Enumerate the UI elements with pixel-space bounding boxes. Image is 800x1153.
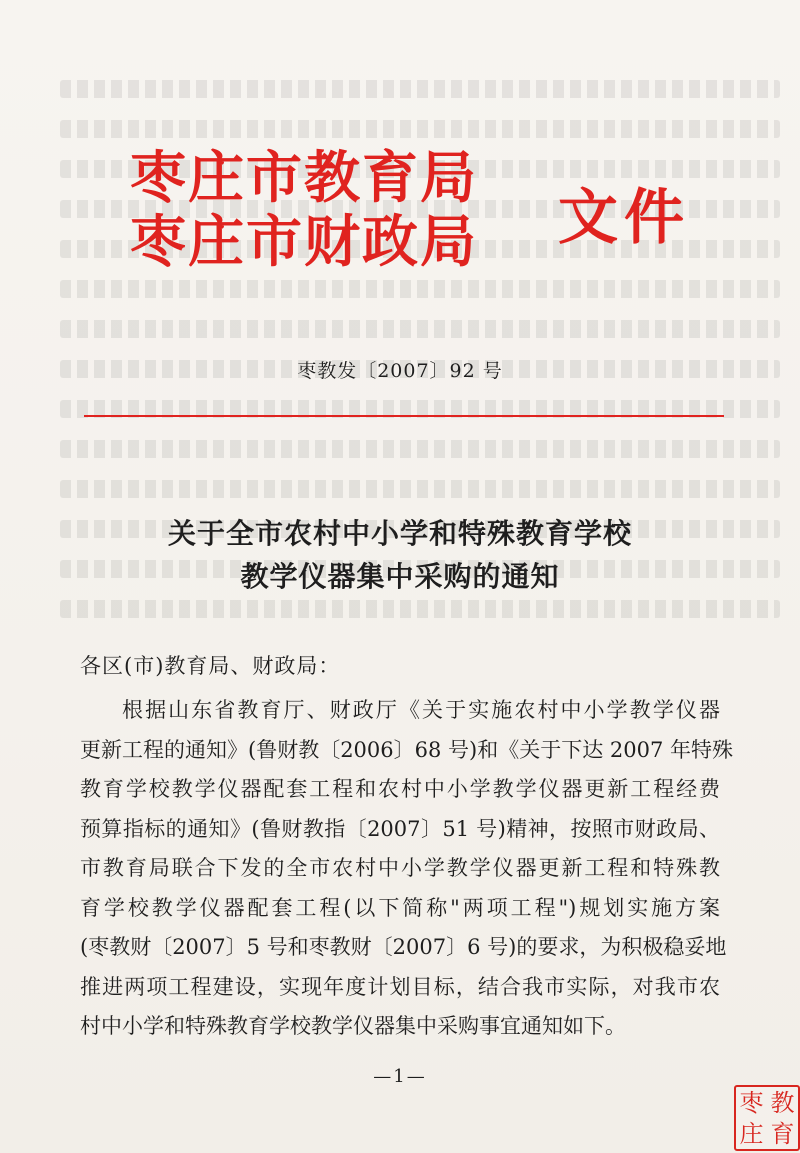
page-number: —1—: [373, 1066, 427, 1087]
body-paragraph: [80, 691, 734, 1047]
notice-title-line-1: 关于全市农村中小学和特殊教育学校: [167, 517, 632, 550]
seal-character: 枣: [739, 1088, 764, 1117]
document-type-label: 文件: [558, 183, 690, 253]
body-line: 更新工程的通知》(鲁财教〔2006〕68 号)和《关于下达 2007 年特殊: [80, 737, 734, 762]
seal-character: 庄: [739, 1119, 764, 1148]
body-line: 根据山东省教育厅、财政厅《关于实施农村中小学教学仪器: [122, 698, 720, 722]
body-line: 村中小学和特殊教育学校教学仪器集中采购事宜通知如下。: [80, 1014, 626, 1038]
body-line: (枣教财〔2007〕5 号和枣教财〔2007〕6 号)的要求，为积极稳妥地: [80, 935, 727, 959]
addressee: 各区(市)教育局、财政局：: [80, 654, 341, 678]
body-line: 教育学校教学仪器配套工程和农村中小学教学仪器更新工程经费: [80, 777, 720, 801]
document-number: 枣教发〔2007〕92 号: [297, 360, 503, 382]
body-line: 市教育局联合下发的全市农村中小学教学仪器更新工程和特殊教: [80, 856, 720, 880]
body-line: 育学校教学仪器配套工程(以下简称"两项工程")规划实施方案: [80, 895, 720, 920]
red-separator-line: [84, 415, 724, 417]
notice-title-line-2: 教学仪器集中采购的通知: [240, 560, 560, 593]
zaozhuang-education-seal: [734, 1085, 800, 1151]
seal-character: 教: [770, 1088, 795, 1117]
seal-character: 育: [770, 1119, 795, 1148]
issuer-line-1: 枣庄市教育局: [130, 145, 478, 211]
issuer-line-2: 枣庄市财政局: [130, 209, 478, 275]
body-line: 推进两项工程建设，实现年度计划目标，结合我市实际，对我市农: [80, 974, 720, 999]
body-line: 预算指标的通知》(鲁财教指〔2007〕51 号)精神，按照市财政局、: [80, 816, 720, 841]
